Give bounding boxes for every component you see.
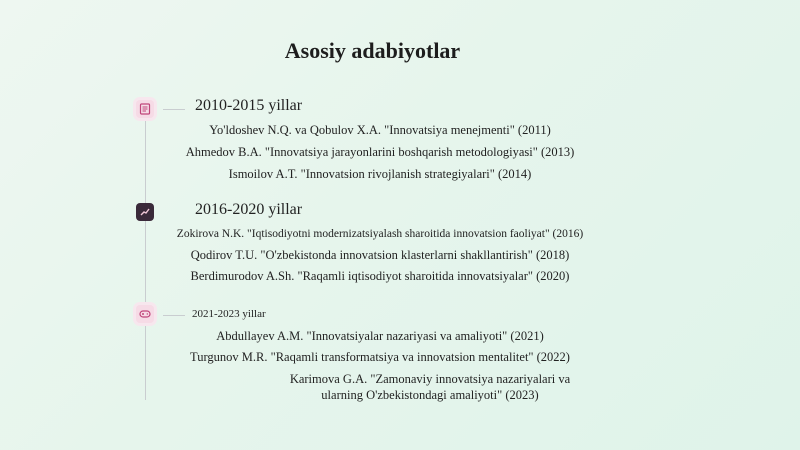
timeline-connector — [163, 109, 185, 110]
period-label: 2010-2015 yillar — [195, 97, 303, 114]
slide-title: Asosiy adabiyotlar — [284, 38, 461, 63]
reference-item: Berdimurodov A.Sh. "Raqamli iqtisodiyot sharoitida innovatsiyalar" (2020) — [190, 269, 570, 283]
reference-item: Ahmedov B.A. "Innovatsiya jarayonlarini boshqarish metodologiyasi" (2013) — [185, 145, 575, 159]
reference-item: Turgunov M.R. "Raqamli transformatsiya va innovatsion mentalitet" (2022) — [190, 350, 570, 364]
reference-item: Karimova G.A. "Zamonaviy innovatsiya nazariyalari va ularning O'zbekistondagi amaliyoti" (2023) — [289, 372, 571, 402]
book-icon — [136, 100, 154, 118]
period-label: 2021-2023 yillar — [192, 308, 266, 320]
growth-chart-icon — [136, 203, 154, 221]
reference-item: Yo'ldoshev N.Q. va Qobulov X.A. "Innovatsiya menejmenti" (2011) — [209, 123, 551, 137]
reference-item: Zokirova N.K. "Iqtisodiyotni modernizatsiyalash sharoitida innovatsion faoliyat" (2016) — [176, 228, 584, 240]
reference-item: Qodirov T.U. "O'zbekistonda innovatsion klasterlarni shakllantirish" (2018) — [190, 248, 570, 262]
reference-item: Ismoilov A.T. "Innovatsion rivojlanish strategiyalari" (2014) — [228, 167, 532, 181]
reference-item: Abdullayev A.M. "Innovatsiyalar nazariyasi va amaliyoti" (2021) — [216, 329, 544, 343]
gamepad-icon — [136, 305, 154, 323]
period-label: 2016-2020 yillar — [195, 201, 303, 218]
timeline-connector — [163, 315, 185, 316]
timeline-line — [145, 110, 146, 400]
